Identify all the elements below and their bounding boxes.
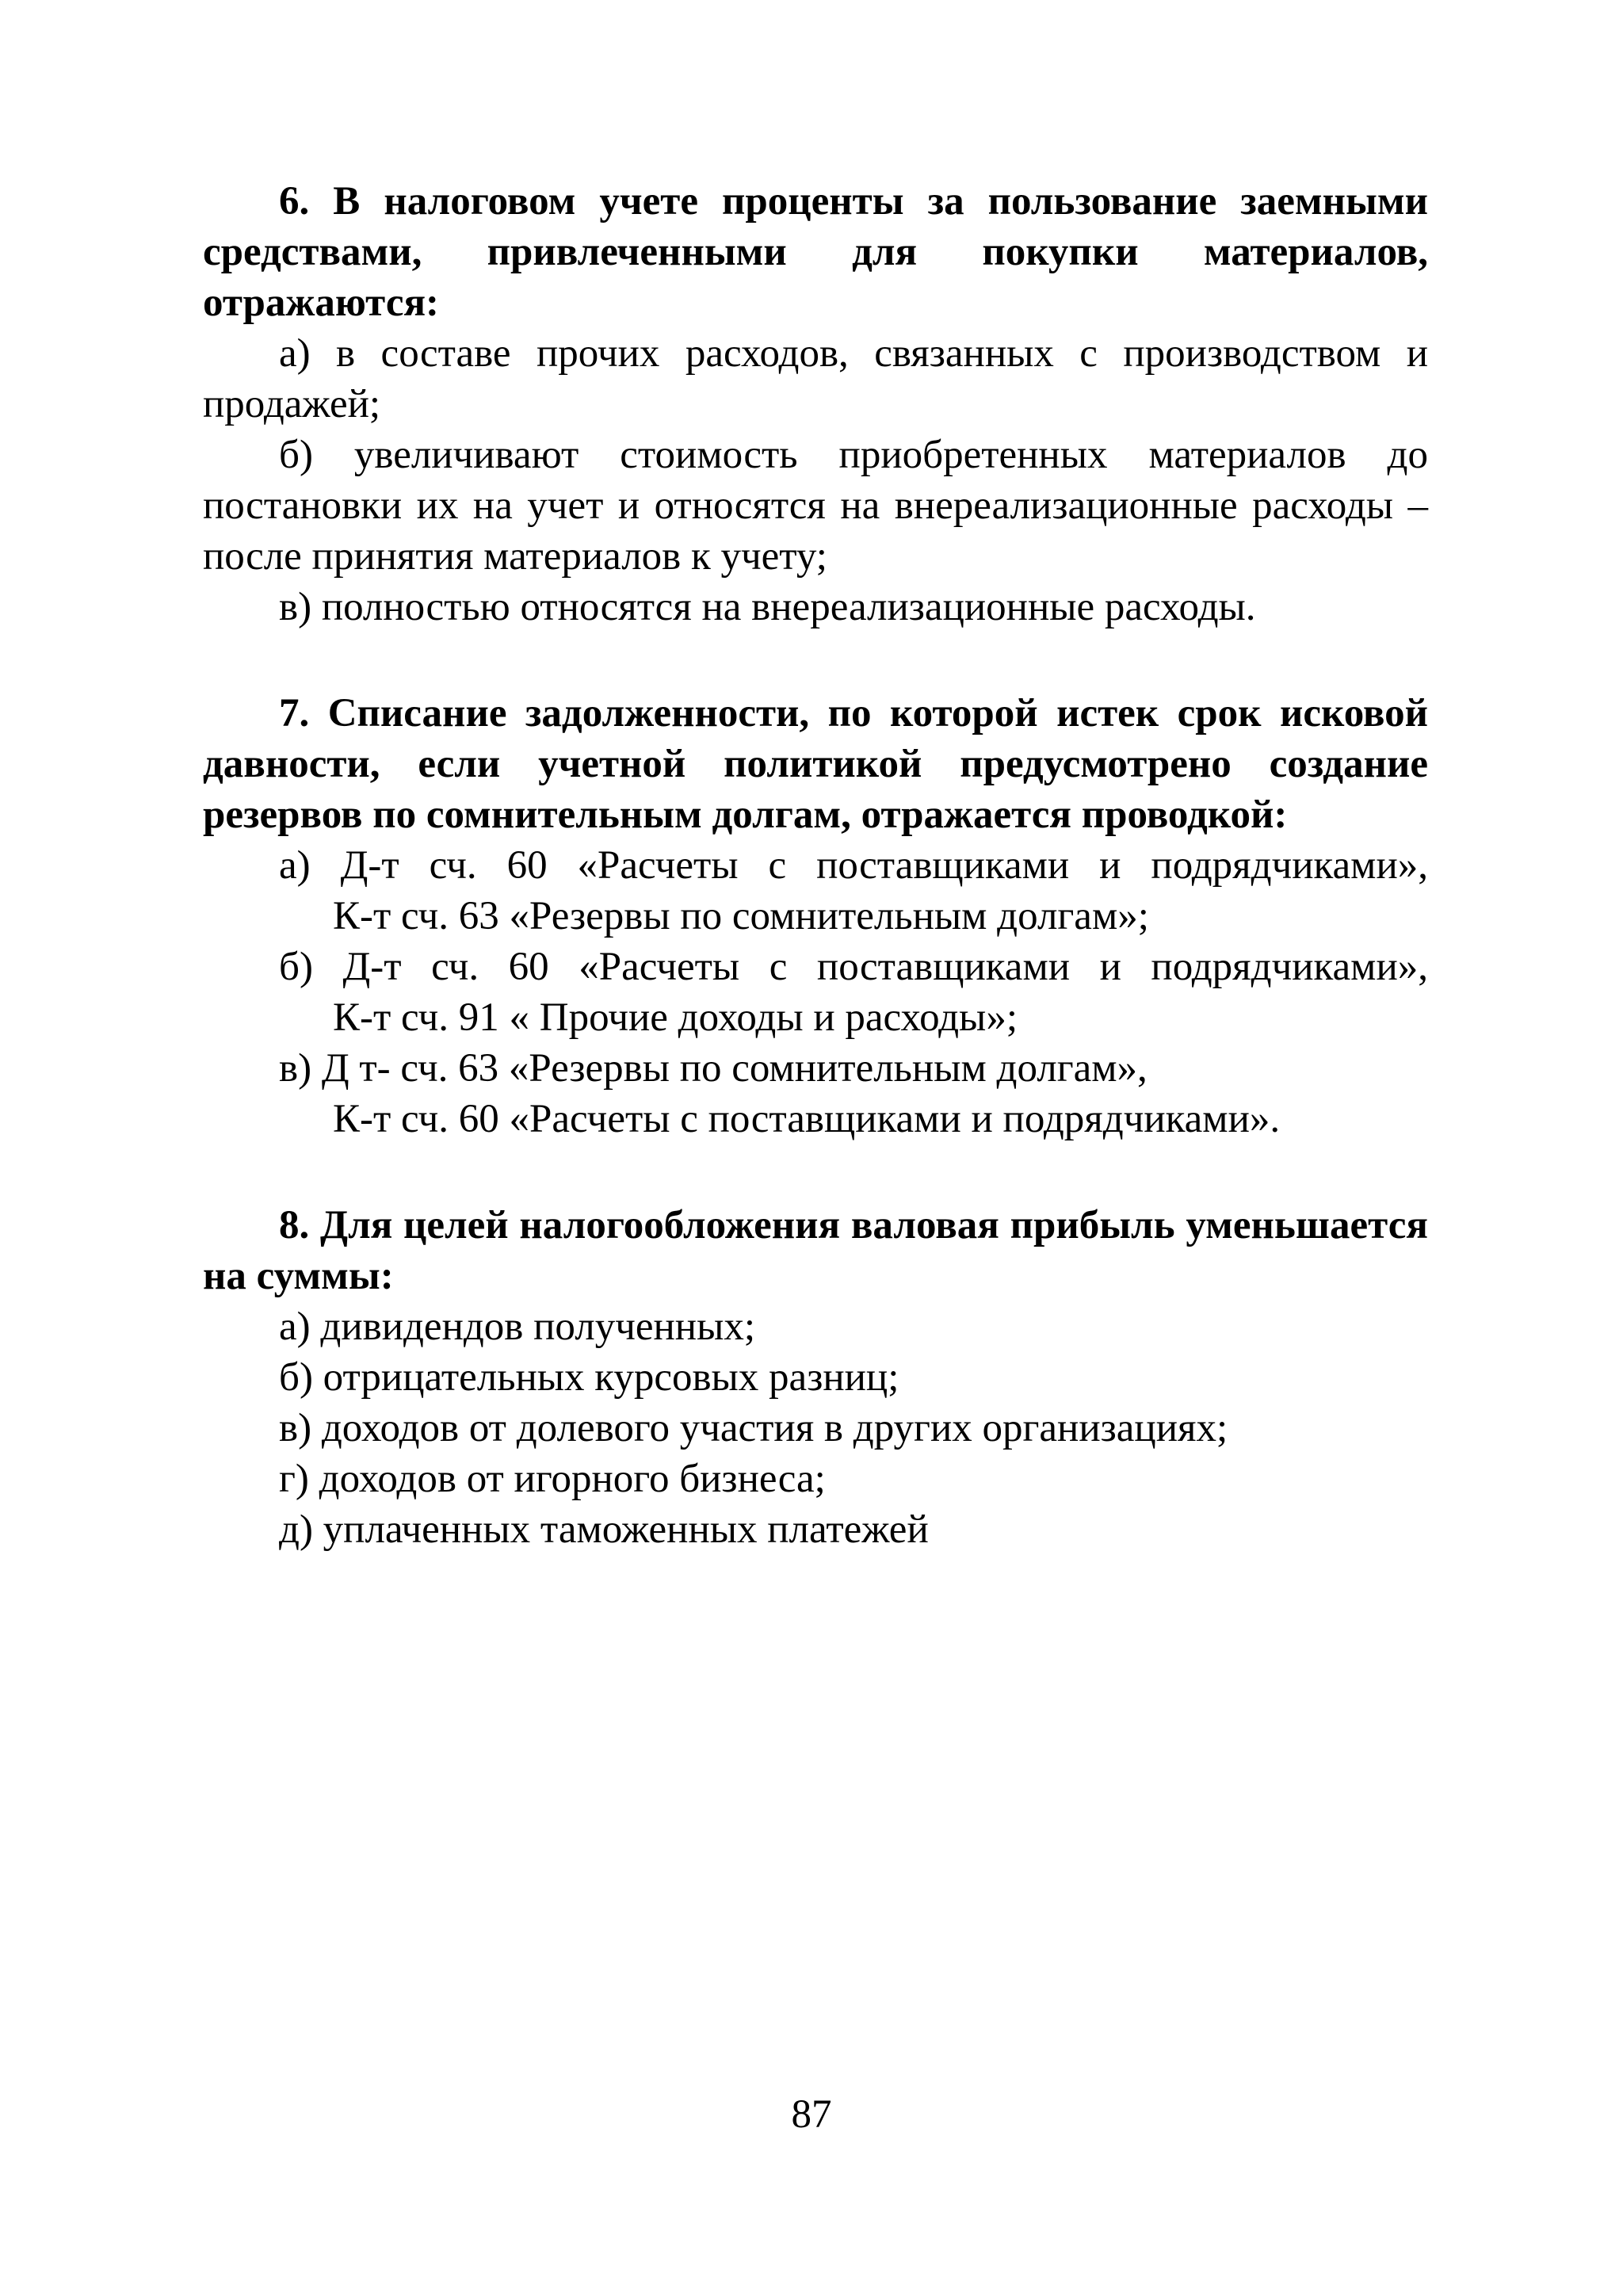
answer-option-b — [203, 942, 1428, 1043]
answer-option-b: б) отрицательных курсовых разниц; — [279, 1355, 899, 1400]
entry-debit-line: в) Д т- сч. 63 «Резервы по сомнительным долгам», — [279, 1046, 1148, 1091]
entry-credit-line: К-т сч. 91 « Прочие доходы и расходы»; — [333, 995, 1018, 1040]
document-page — [203, 176, 1428, 1610]
answer-option-a: а) дивидендов полученных; — [279, 1305, 756, 1349]
question-title: 8. Для целей налогообложения валовая прибыль уменьшается на суммы: — [203, 1203, 1428, 1298]
answer-option-c: в) полностью относятся на внереализационные расходы. — [279, 585, 1256, 629]
entry-debit-line: б) Д-т сч. 60 «Расчеты с поставщиками и подрядчиками», — [279, 945, 1428, 989]
answer-option-b: б) увеличивают стоимость приобретенных материалов до постановки их на учет и относятся на внереализационные расходы – после принятия материалов к учету; — [203, 433, 1428, 579]
entry-debit-line: а) Д-т сч. 60 «Расчеты с поставщиками и подрядчиками», — [279, 843, 1428, 888]
answer-option-c — [203, 1043, 1428, 1144]
question-7 — [203, 688, 1428, 1144]
question-6 — [203, 176, 1428, 632]
entry-credit-line: К-т сч. 63 «Резервы по сомнительным долгам»; — [333, 894, 1149, 938]
answer-option-c: в) доходов от долевого участия в других организациях; — [279, 1406, 1228, 1450]
answer-option-e: д) уплаченных таможенных платежей — [279, 1507, 929, 1552]
question-title: 6. В налоговом учете проценты за пользование заемными средствами, привлеченными для покупки материалов, отражаются: — [203, 179, 1428, 325]
answer-option-a: а) в составе прочих расходов, связанных с производством и продажей; — [203, 331, 1428, 426]
question-title: 7. Списание задолженности, по которой истек срок исковой давности, если учетной политикой предусмотрено создание резервов по сомнительным долгам, отражается проводкой: — [203, 691, 1428, 837]
question-8 — [203, 1200, 1428, 1555]
answer-option-d: г) доходов от игорного бизнеса; — [279, 1457, 826, 1501]
answer-option-a — [203, 840, 1428, 942]
page-number: 87 — [791, 2092, 832, 2137]
entry-credit-line: К-т сч. 60 «Расчеты с поставщиками и подрядчиками». — [333, 1097, 1281, 1141]
